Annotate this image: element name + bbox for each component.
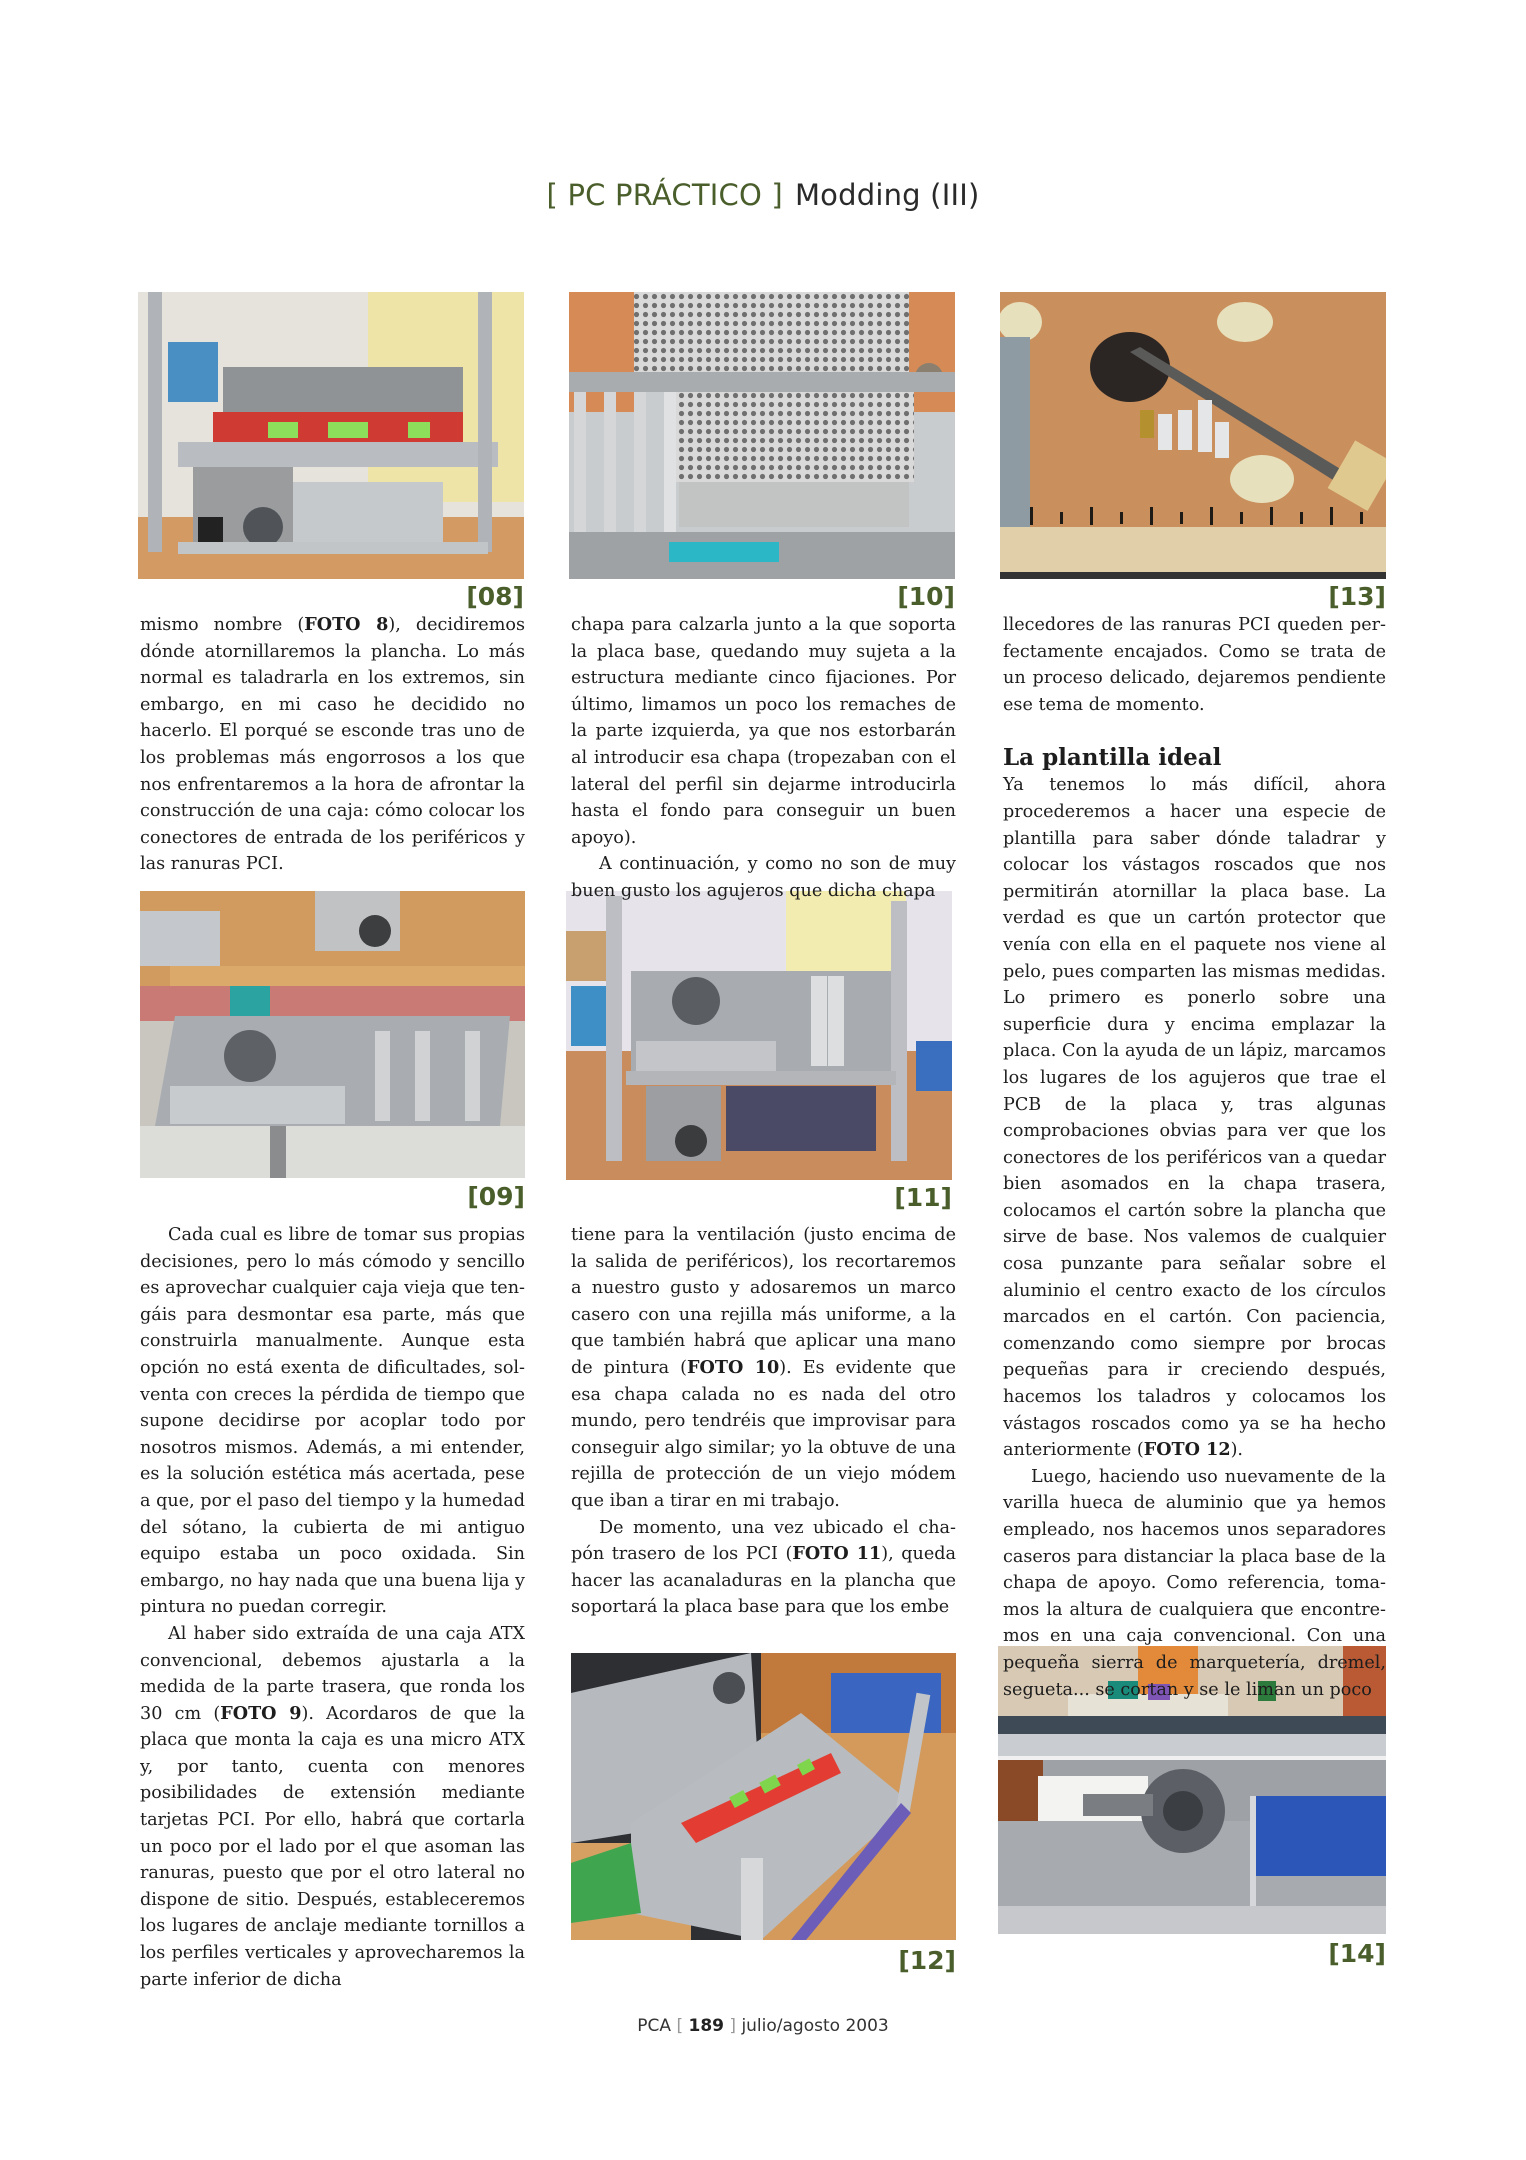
text-column-3 bbox=[1003, 612, 1386, 1703]
photo-atx-rear-plate-icon bbox=[140, 891, 525, 1178]
paragraph: mismo nombre (FOTO 8), decidiremos dónde atornillaremos la plancha. Lo más normal es taladrarla en los extremos, sin embargo, en mi caso he decidido no hacerlo. El porqué se esconde tras uno de los problemas más engorrosos a los que nos enfrentaremos a la hora de afrontar la construcción de una caja: cómo colocar los conectores de entrada de los periféricos y las ranuras PCI. bbox=[140, 614, 525, 875]
photo-label-11: [11] bbox=[894, 1183, 952, 1212]
paragraph: Al haber sido extraída de una caja ATX convencional, debemos ajustarla a la medida de la parte trasera, que ronda los 30 cm (FOTO 9). Acordaros de que la placa que monta la caja es una micro ATX y, por tanto, cuenta con menores posibilidades de extensión mediante tarjetas PCI. Por ello, habrá que cortarla un poco por el lado por el que asoman las ranuras, puesto que por el otro lateral no dispone de sitio. Después, estableceremos los lugares de anclaje mediante tornillos a los perfiles verticales y aprovecharemos la parte inferior de dicha bbox=[140, 1623, 526, 1990]
photo-label-09: [09] bbox=[467, 1182, 525, 1211]
section-label: [ PC PRÁCTICO ] bbox=[546, 178, 783, 212]
photo-10 bbox=[569, 292, 955, 579]
photo-base-plate-with-level-icon bbox=[571, 1653, 956, 1940]
issue-date: julio/agosto 2003 bbox=[741, 2016, 889, 2036]
page-number: 189 bbox=[688, 2016, 724, 2036]
photo-09 bbox=[140, 891, 525, 1178]
text-column-2a bbox=[571, 612, 956, 905]
paragraph: De momento, una vez ubicado el chapón trasero de los PCI (FOTO 11), queda hacer las acanaladuras en la plancha que soportará la placa base para que los embe bbox=[571, 1517, 957, 1618]
photo-11 bbox=[566, 891, 952, 1180]
page-footer: PCA [ 189 ] julio/agosto 2003 bbox=[637, 2016, 889, 2036]
photo-13 bbox=[1000, 292, 1386, 579]
running-header bbox=[0, 178, 1526, 212]
photo-label-14: [14] bbox=[1328, 1939, 1386, 1968]
paragraph: llecedores de las ranuras PCI queden perfectamente encajados. Como se trata de un proceso delicado, dejaremos pendiente ese tema de momento. bbox=[1003, 615, 1386, 715]
publication-name: PCA bbox=[637, 2016, 672, 2036]
photo-label-08: [08] bbox=[466, 582, 524, 611]
section-heading: La plantilla ideal bbox=[1003, 744, 1222, 772]
text-column-2b bbox=[571, 1222, 956, 1621]
photo-pci-rear-plate-mounted-icon bbox=[566, 891, 952, 1180]
photo-case-frame-with-level-icon bbox=[138, 292, 524, 579]
photo-file-and-spacers-on-workbench-icon bbox=[1000, 292, 1386, 579]
photo-perforated-grille-plate-icon bbox=[569, 292, 955, 579]
photo-label-10: [10] bbox=[897, 582, 955, 611]
photo-08 bbox=[138, 292, 524, 579]
paragraph: chapa para calzarla junto a la que soporta la placa base, quedando muy sujeta a la estructura mediante cinco fijaciones. Por último, limamos un poco los remaches de la parte izquierda, ya que nos estorbarán al introducir esa chapa (tropezaban con el lateral del perfil sin dejarme introducirla hasta el fondo para conseguir un buen apoyo). bbox=[571, 615, 956, 848]
article-title: Modding (III) bbox=[794, 178, 980, 212]
paragraph: Ya tenemos lo más difícil, ahora procederemos a hacer una especie de plantilla para saber dónde taladrar y colocar los vástagos roscados que nos permitirán atornillar la placa base. La verdad es que un cartón protector que venía con ella en el paquete nos viene al pelo, pues comparten las mismas medidas. Lo primero es ponerlo sobre una superficie dura y encima emplazar la placa. Con la ayuda de un lápiz, marcamos los lugares de los agujeros que trae el PCB de la placa y, tras algunas comprobaciones obvias para ver que los conectores de los periféricos van a quedar bien asomados en la chapa trasera, colocamos el cartón sobre la plancha que sirve de base. Nos valemos de cualquier cosa punzante para señalar sobre el aluminio el centro exacto de los círculos marcados en el cartón. Con paciencia, comenzando como siempre por brocas pequeñas para ir creciendo después, hacemos los taladros y colocamos los vástagos roscados como ya se ha hecho anteriormente (FOTO 12). bbox=[1003, 775, 1386, 1461]
photo-label-12: [12] bbox=[898, 1946, 956, 1975]
text-column-1a bbox=[140, 612, 525, 878]
photo-12 bbox=[571, 1653, 956, 1940]
paragraph: Cada cual es libre de tomar sus propias decisiones, pero lo más cómodo y sencillo es aprovechar cualquier caja vieja que tengáis para desmontar esa parte, más que construirla manualmente. Aunque esta opción no está exenta de dificultades, solventa con creces la pérdida de tiempo que supone decidirse por acoplar todo por nosotros mismos. Además, a mi entender, es la solución estética más acertada, pese a que, por el paso del tiempo y la humedad del sótano, la cubierta de mi antiguo equipo estaba un poco oxidada. Sin embargo, no hay nada que una buena lija y pintura no puedan corregir. bbox=[140, 1225, 525, 1618]
text-column-1b bbox=[140, 1222, 525, 1993]
photo-label-13: [13] bbox=[1328, 582, 1386, 611]
paragraph: tiene para la ventilación (justo encima de la salida de periféricos), los recortaremos a nuestro gusto y adosaremos un marco casero con una rejilla más uniforme, a la que también habrá que aplicar una mano de pintura (FOTO 10). Es evidente que esa chapa calada no es nada del otro mundo, pero tendréis que improvisar para conseguir algo similar; yo la obtuve de una rejilla de protección de un viejo módem que iban a tirar en mi trabajo. bbox=[571, 1225, 957, 1511]
paragraph: Luego, haciendo uso nuevamente de la varilla hueca de aluminio que ya hemos empleado, nos hacemos unos separadores caseros para distanciar la placa base de la chapa de apoyo. Como referencia, tomamos la altura de cualquiera que encontremos en una caja convencional. Con una pequeña sierra de marquetería, dremel, segueta... se cortan y se le liman un poco bbox=[1003, 1466, 1386, 1700]
paragraph: A continuación, y como no son de muy buen gusto los agujeros que dicha chapa bbox=[571, 854, 956, 901]
